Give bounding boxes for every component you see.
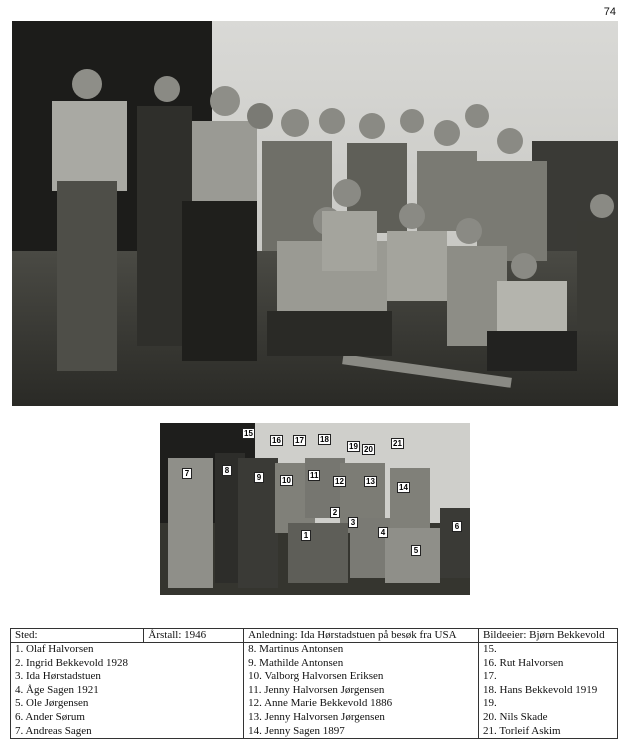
key-marker-10: 10 xyxy=(282,476,291,485)
person-entry: 15. xyxy=(483,643,497,655)
person-entry: 18. Hans Bekkevold 1919 xyxy=(483,683,598,696)
person-entry: 2. Ingrid Bekkevold 1928 xyxy=(15,656,129,669)
key-marker-19: 19 xyxy=(349,442,358,451)
key-marker-18: 18 xyxy=(320,435,329,444)
info-header-row xyxy=(11,629,618,643)
key-marker-6: 6 xyxy=(452,521,462,532)
key-marker-9: 9 xyxy=(254,472,264,483)
person-entry: 13. Jenny Halvorsen Jørgensen xyxy=(248,710,385,723)
key-marker-1: 1 xyxy=(301,530,311,541)
person-entry: 14. Jenny Sagen 1897 xyxy=(248,724,345,737)
person-entry: 20. Nils Skade xyxy=(483,710,548,723)
person-entry: 17. xyxy=(483,670,497,683)
sted-cell: Sted: xyxy=(11,629,144,643)
key-marker-13: 13 xyxy=(366,477,375,486)
person-entry: 12. Anne Marie Bekkevold 1886 xyxy=(248,697,393,710)
photo-info-table xyxy=(10,628,618,739)
page-number: 74 xyxy=(603,6,616,18)
key-marker-20: 20 xyxy=(364,445,373,454)
person-entry: 11. Jenny Halvorsen Jørgensen xyxy=(248,683,385,696)
key-marker-15: 15 xyxy=(244,429,253,438)
people-column-2 xyxy=(244,643,479,739)
person-entry: 5. Ole Jørgensen xyxy=(15,697,89,710)
person-entry: 4. Åge Sagen 1921 xyxy=(15,683,99,696)
person-entry: 3. Ida Hørstadstuen xyxy=(15,670,101,683)
key-marker-3: 3 xyxy=(348,517,358,528)
person-entry: 8. Martinus Antonsen xyxy=(248,643,344,655)
people-column-1 xyxy=(11,643,244,739)
bildeeier-cell: Bildeeier: Bjørn Bekkevold xyxy=(479,629,618,643)
person-entry: 6. Ander Sørum xyxy=(15,710,85,723)
key-marker-16: 16 xyxy=(272,436,281,445)
arstall-cell: Årstall: 1946 xyxy=(144,629,244,643)
person-entry: 9. Mathilde Antonsen xyxy=(248,656,344,669)
people-row xyxy=(11,643,618,739)
key-marker-14: 14 xyxy=(399,483,408,492)
key-marker-12: 12 xyxy=(335,477,344,486)
key-marker-21: 21 xyxy=(393,439,402,448)
person-entry: 21. Torleif Askim xyxy=(483,724,561,737)
person-entry: 16. Rut Halvorsen xyxy=(483,656,564,669)
key-photograph xyxy=(160,423,470,595)
key-marker-11: 11 xyxy=(310,471,319,480)
key-marker-4: 4 xyxy=(378,527,388,538)
key-marker-8: 8 xyxy=(222,465,232,476)
person-entry: 19. xyxy=(483,697,497,710)
anledning-cell: Anledning: Ida Hørstadstuen på besøk fra USA xyxy=(244,629,479,643)
people-column-3 xyxy=(479,643,618,739)
person-entry: 1. Olaf Halvorsen xyxy=(15,643,94,655)
key-marker-2: 2 xyxy=(330,507,340,518)
person-entry: 10. Valborg Halvorsen Eriksen xyxy=(248,670,384,683)
group-photograph xyxy=(12,21,618,406)
key-marker-7: 7 xyxy=(182,468,192,479)
key-marker-17: 17 xyxy=(295,436,304,445)
person-entry: 7. Andreas Sagen xyxy=(15,724,92,737)
key-marker-5: 5 xyxy=(411,545,421,556)
